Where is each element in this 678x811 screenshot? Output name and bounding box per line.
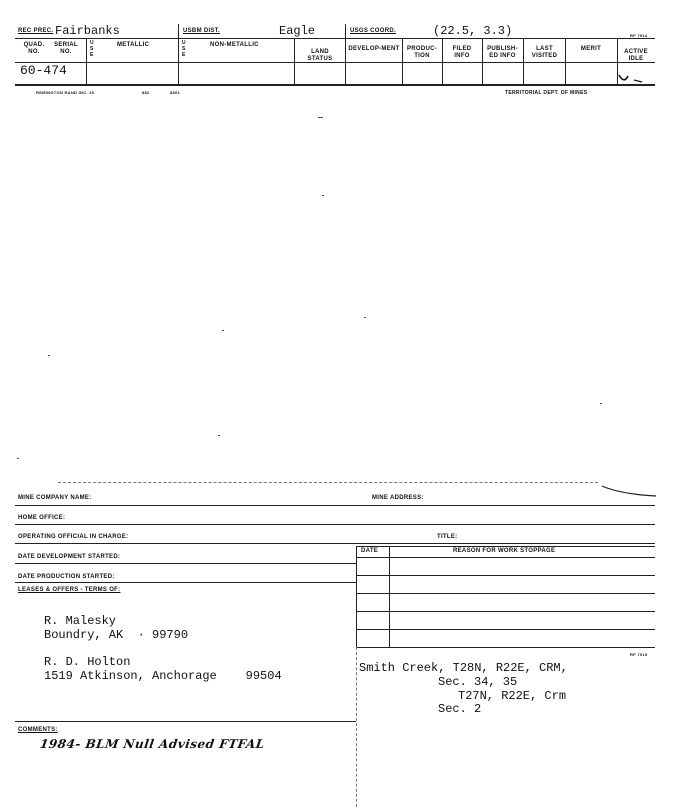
- active-idle-label: ACTIVE IDLE: [624, 49, 648, 62]
- scan-speck: [364, 317, 366, 318]
- form-edge-curve: [600, 484, 658, 498]
- usgs-coord-label: USGS COORD.: [350, 28, 396, 34]
- use-label-metallic: USE: [90, 40, 94, 58]
- non-metallic-label: NON-METALLIC: [210, 42, 259, 48]
- stoppage-divider: [389, 546, 390, 647]
- form-rule: [15, 524, 655, 525]
- date-development-label: DATE DEVELOPMENT STARTED:: [18, 554, 121, 560]
- header-rule-3: [15, 84, 655, 86]
- owner-2-name: R. D. Holton: [44, 655, 131, 669]
- scan-speck: [48, 355, 50, 356]
- location-line-4: Sec. 2: [438, 702, 482, 716]
- location-line-3: T27N, R22E, Crm: [458, 689, 567, 703]
- col-divider: [345, 24, 346, 84]
- handwritten-comment: 1984- BLM Null Advised FTFAL: [39, 737, 266, 751]
- date-production-label: DATE PRODUCTION STARTED:: [18, 574, 115, 580]
- scan-speck: [17, 458, 19, 459]
- quad-no-label: QUAD. NO.: [23, 42, 45, 55]
- stoppage-divider: [356, 546, 357, 647]
- comments-label: COMMENTS:: [18, 727, 58, 733]
- form-rule: [15, 505, 655, 506]
- location-line-2: Sec. 34, 35: [438, 675, 518, 689]
- scan-speck: [222, 330, 224, 331]
- usbm-dist-label: USBM DIST.: [183, 28, 221, 34]
- reason-column-header: REASON FOR WORK STOPPAGE: [453, 548, 556, 554]
- form-rule: [15, 543, 655, 544]
- quad-serial-value: 60-474: [20, 63, 67, 78]
- rec-prec-label: REC PREC.: [18, 28, 54, 34]
- stoppage-rule: [356, 593, 655, 594]
- perforation-line: [58, 482, 598, 483]
- column-divider-lower: [356, 647, 357, 807]
- col-divider: [402, 38, 403, 84]
- land-status-label: LAND STATUS: [307, 49, 333, 62]
- col-divider: [294, 38, 295, 84]
- owner-1-city: Boundry, AK · 99790: [44, 628, 189, 642]
- form-number-top: RF 7914: [630, 33, 648, 38]
- territorial-dept-label: TERRITORIAL DEPT. OF MINES: [505, 90, 588, 96]
- owner-2-address: 1519 Atkinson, Anchorage 99504: [44, 669, 282, 683]
- scan-speck: [218, 435, 220, 436]
- title-label: TITLE:: [437, 534, 458, 540]
- col-divider: [523, 38, 524, 84]
- header-rule-1: [15, 38, 655, 39]
- owner-1-name: R. Malesky: [44, 614, 117, 628]
- form-rule: [15, 563, 356, 564]
- active-check-mark: [616, 72, 646, 86]
- stoppage-rule: [356, 647, 655, 648]
- col-divider: [178, 24, 179, 84]
- usbm-dist-value: Eagle: [279, 24, 316, 38]
- use-label-nonmetallic: USE: [182, 40, 186, 58]
- scan-speck: [322, 195, 324, 196]
- date-column-header: DATE: [361, 548, 379, 554]
- printer-credit: REMINGTON RAND INC. 20: [36, 90, 95, 95]
- form-number-bottom: RF 7915: [630, 652, 648, 657]
- merit-label: MERIT: [580, 46, 602, 52]
- col-divider: [565, 38, 566, 84]
- filed-info-label: FILED INFO: [452, 46, 472, 59]
- stoppage-rule: [356, 611, 655, 612]
- rec-prec-value: Fairbanks: [55, 24, 120, 38]
- mine-company-label: MINE COMPANY NAME:: [18, 495, 92, 501]
- form-rule: [15, 582, 356, 583]
- usgs-coord-value: (22.5, 3.3): [433, 24, 513, 38]
- stoppage-rule: [356, 546, 655, 547]
- last-visited-label: LAST VISITED: [531, 46, 558, 59]
- stoppage-rule: [356, 557, 655, 558]
- stoppage-rule: [356, 575, 655, 576]
- operating-official-label: OPERATING OFFICIAL IN CHARGE:: [18, 534, 129, 540]
- printer-code-2: 8801: [170, 90, 181, 95]
- scan-speck: [600, 403, 602, 404]
- development-label: DEVELOP-MENT: [348, 46, 400, 52]
- location-line-1: Smith Creek, T28N, R22E, CRM,: [359, 661, 568, 675]
- published-info-label: PUBLISH-ED INFO: [487, 46, 518, 59]
- col-divider: [442, 38, 443, 84]
- printer-code-1: 882: [142, 90, 150, 95]
- mine-address-label: MINE ADDRESS:: [372, 495, 424, 501]
- scan-speck: [318, 117, 323, 118]
- metallic-label: METALLIC: [117, 42, 150, 48]
- leases-label: LEASES & OFFERS - TERMS OF:: [18, 587, 121, 593]
- col-divider: [86, 38, 87, 84]
- home-office-label: HOME OFFICE:: [18, 515, 66, 521]
- stoppage-rule: [356, 629, 655, 630]
- form-rule: [15, 721, 356, 722]
- serial-no-label: SERIAL NO.: [54, 42, 78, 55]
- production-label: PRODUC-TION: [406, 46, 438, 59]
- col-divider: [482, 38, 483, 84]
